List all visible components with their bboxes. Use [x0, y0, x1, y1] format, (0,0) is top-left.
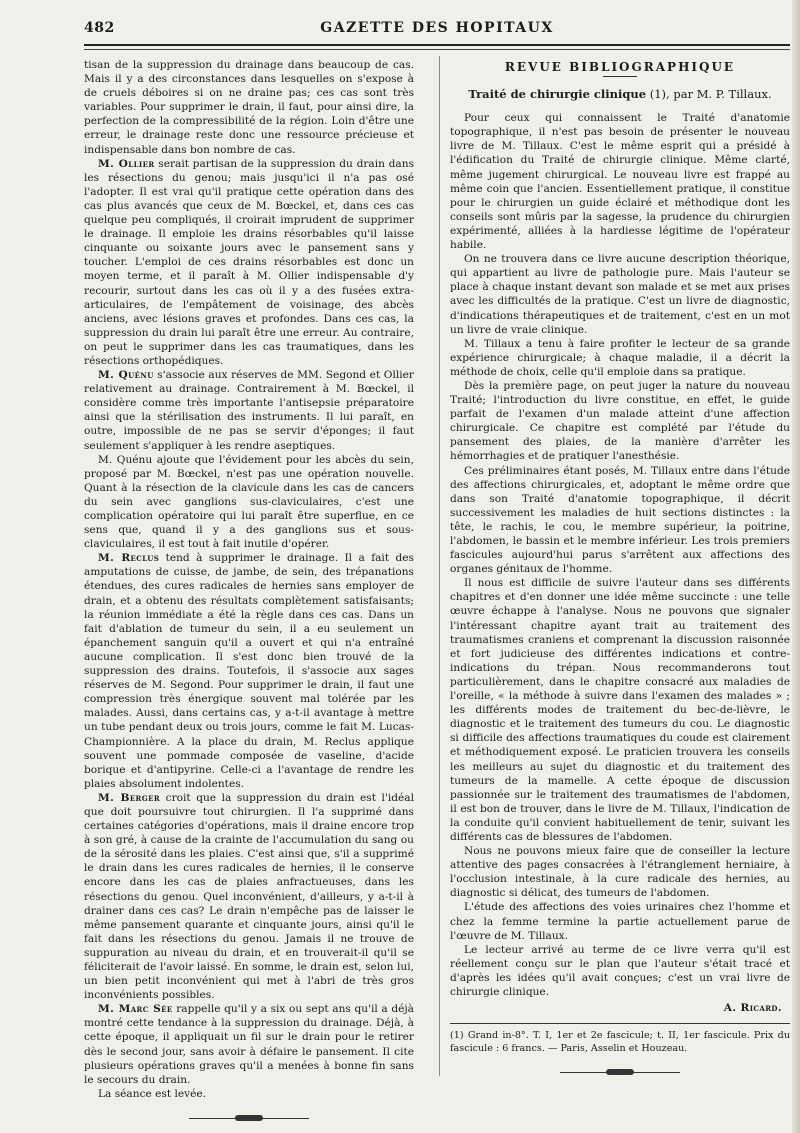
title-rule [603, 76, 637, 77]
paragraph: Il nous est difficile de suivre l'auteur dans ses différents chapitres et d'en donner une idée même succincte : une telle œuvre échappe à l'analyse. Nous ne pouvons que signaler l'intéressant chapitre ayant trait au traitement des traumatismes craniens et comprenant la discussion raisonnée et fort judicieuse des différentes indications et contre-indications du trépan. Nous recommanderons tout particulièrement, dans le chapitre consacré aux maladies de l'oreille, « la méthode à suivre dans l'examen des malades » ; les différents modes de traitement du bec-de-lièvre, le diagnostic et le traitement des tumeurs du cou. Le diagnostic si difficile des affections traumatiques du coude est clairement et méthodiquement exposé. Le praticien trouvera les conseils les meilleurs au sujet du diagnostic et du traitement des tumeurs de la mamelle. A cette époque de discussion passionnée sur le traitement des traumatismes de l'abdomen, il est bon de trouver, dans le livre de M. Tillaux, l'indication de la conduite qu'il convient habituellement de tenir, suivant les différents cas de blessures de l'abdomen. [450, 577, 790, 843]
end-ornament [189, 1115, 309, 1123]
paragraph: L'étude des affections des voies urinaires chez l'homme et chez la femme termine la partie actuellement parue de l'œuvre de M. Tillaux. [450, 901, 790, 942]
section-title: REVUE BIBLIOGRAPHIQUE [504, 60, 736, 74]
book-title: Traité de chirurgie clinique (1), par M. P. Tillaux. [468, 87, 772, 102]
speaker-name: M. Reclus [98, 552, 160, 565]
paragraph: Dès la première page, on peut juger la nature du nouveau Traité; l'introduction du livre constitue, en effet, le guide parfait de l'examen d'un malade atteint d'une affection chirurgicale. Ce chapitre est complété par l'étude du pansement des plaies, de la manière d'arrêter les hémorrhagies et de pratiquer l'anesthésie. [450, 379, 790, 463]
paragraph: tisan de la suppression du drainage dans beaucoup de cas. Mais il y a des circonstances dans lesquelles on s'expose à de cruels déboires si on ne draine pas; ces cas sont très variables. Pour supprimer le drain, il faut, pour ainsi dire, la perfection de la compressibilité de la région. Loin d'être une erreur, le drainage reste donc une ressource précieuse et indispensable dans bon nombre de cas. [84, 59, 414, 156]
closing-line: La séance est levée. [98, 1087, 207, 1100]
author-signature: A. Ricard. [723, 1002, 782, 1015]
paragraph: M. Reclus tend à supprimer le drainage. Il a fait des amputations de cuisse, de jambe, de sein, des trépanations étendues, des cures radicales de hernies sans employer de drain, et a obtenu des résultats complètement satisfaisants; la réunion immédiate a été la règle dans ces cas. Dans un fait d'ablation de tumeur du sein, il a eu seulement un épanchement sanguin qu'il a ouvert et qui n'a entraîné aucune complication. Il s'est donc bien trouvé de la suppression des drains. Toutefois, il s'associe aux sages réserves de M. Segond. Pour supprimer le drain, il faut une compression très énergique souvent mal tolérée par les malades. Aussi, dans certains cas, y a-t-il avantage à mettre un tube pendant deux ou trois jours, comme le fait M. Lucas-Championnière. A la place du drain, M. Reclus applique souvent une pommade composée de vaseline, d'acide borique et d'antipyrine. Celle-ci a l'avantage de rendre les plaies absolument indolentes. [84, 552, 414, 790]
left-column [84, 58, 414, 1123]
paragraph: M. Ollier serait partisan de la suppression du drain dans les résections du genou; mais jusqu'ici il n'a pas osé l'adopter. Il est vrai qu'il pratique cette opération dans des cas plus avancés que ceux de M. Bœckel, et, dans ces cas quelque peu compliqués, il croirait imprudent de supprimer le drainage. Il emploie les drains résorbables qu'il laisse cinquante ou soixante jours avec le pansement sans y toucher. L'emploi de ces drains résorbables est donc un moyen terme, et il paraît à M. Ollier indispensable d'y recourir, surtout dans les cas où il y a des fusées extra-articulaires, de l'empâtement de voisinage, des abcès anciens, avec lésions graves et profondes. Dans ces cas, la suppression du drain lui paraît être une erreur. Au contraire, on peut le supprimer dans les cas traumatiques, dans les résections orthopédiques. [84, 157, 415, 367]
right-column [450, 58, 790, 1077]
end-ornament [560, 1069, 680, 1077]
paragraph: M. Marc Sée rappelle qu'il y a six ou sept ans qu'il a déjà montré cette tendance à la suppression du drainage. Déjà, à cette époque, il appliquait un fil sur le drain pour le retirer dès le second jour, sans avoir à défaire le pansement. Il cite plusieurs opérations graves qu'il a menées à bonne fin sans le secours du drain. [84, 1003, 414, 1086]
paragraph: M. Quénu s'associe aux réserves de MM. Segond et Ollier relativement au drainage. Contrairement à M. Bœckel, il considère comme très importante l'antisepsie préparatoire ainsi que la stérilisation des instruments. Il lui paraît, en outre, impossible de ne pas se servir d'éponges; il faut seulement s'appliquer à les rendre aseptiques. [84, 369, 414, 452]
speaker-name: M. Berger [98, 791, 161, 804]
page-number: 482 [84, 20, 115, 36]
page-header [84, 18, 790, 42]
paragraph: Pour ceux qui connaissent le Traité d'anatomie topographique, il n'est pas besoin de présenter le nouveau livre de M. Tillaux. C'est le même esprit qui a présidé à l'édification du Traité de chirurgie clinique. Même clarté, même jugement chirurgical. Le nouveau livre est frappé au même coin que l'ancien. Essentiellement pratique, il constitue pour le chirurgien un guide éclairé et méthodique dont les conseils sont mûris par la sagesse, la prudence du chirurgien expérimenté, alliées à la hardiesse légitime de l'opérateur habile. [450, 112, 790, 252]
footnote: (1) Grand in-8°. T. I, 1er et 2e fascicule; t. II, 1er fascicule. Prix du fascicule : 6 francs. — Paris, Asselin et Houzeau. [450, 1030, 790, 1054]
speaker-name: M. Quénu [98, 369, 154, 382]
header-rule-secondary [84, 49, 790, 50]
paragraph: Le lecteur arrivé au terme de ce livre verra qu'il est réellement conçu sur le plan que l'auteur s'était tracé et d'après les idées qu'il avait conçues; c'est un vrai livre de chirurgie clinique. [450, 943, 790, 998]
column-divider [439, 56, 440, 1076]
paragraph: Nous ne pouvons mieux faire que de conseiller la lecture attentive des pages consacrées à l'étranglement herniaire, à l'occlusion intestinale, à la cure radicale des hernies, au diagnostic si délicat, des tumeurs de l'abdomen. [450, 845, 790, 900]
paragraph: M. Tillaux a tenu à faire profiter le lecteur de sa grande expérience chirurgicale; à chaque maladie, il a décrit la méthode de choix, celle qu'il emploie dans sa pratique. [450, 337, 790, 378]
speaker-name: M. Ollier [98, 157, 155, 170]
paragraph: On ne trouvera dans ce livre aucune description théorique, qui appartient au livre de pathologie pure. Mais l'auteur se place à chaque instant devant son malade et se met aux prises avec les difficultés de la pratique. C'est un livre de diagnostic, d'indications thérapeutiques et de traitement, c'est en un mot un livre de vraie clinique. [450, 253, 790, 336]
journal-title: GAZETTE DES HOPITAUX [320, 20, 554, 36]
page-edge-shadow [792, 0, 800, 1133]
paragraph: M. Berger croit que la suppression du drain est l'idéal que doit poursuivre tout chirurgien. Il l'a supprimé dans certaines catégories d'opérations, mais il draine encore trop à son gré, à cause de la crainte de l'accumulation du sang ou de la sérosité dans les plaies. C'est ainsi que, s'il a supprimé le drain dans les cures radicales de hernies, il le conserve encore dans les cas de plaies anfractueuses, dans les résections du genou. Quel inconvénient, d'ailleurs, y a-t-il à drainer dans ces cas? Le drain n'empêche pas de laisser le même pansement quarante et cinquante jours, ainsi qu'il le fait dans les résections du genou. Jamais il ne trouve de suppuration au niveau du drain, et en trouverait-il qu'il se féliciterait de l'avoir laissé. En somme, le drain est, selon lui, un bien petit inconvénient qui met à l'abri de très gros inconvénients possibles. [84, 791, 414, 1002]
footnote-rule [450, 1023, 790, 1024]
paragraph: M. Quénu ajoute que l'évidement pour les abcès du sein, proposé par M. Bœckel, n'est pas une opération nouvelle. Quant à la résection de la clavicule dans les cas de cancers du sein avec ganglions sus-claviculaires, c'est une complication opératoire qui lui paraît être superflue, en ce sens que, quand il y a des ganglions sus et sous-claviculaires, il est tout à fait inutile d'opérer. [84, 453, 414, 551]
header-rule [84, 44, 790, 46]
speaker-name: M. Marc Sée [98, 1003, 173, 1016]
paragraph: Ces préliminaires étant posés, M. Tillaux entre dans l'étude des affections chirurgicales, et, adoptant le même ordre que dans son Traité d'anatomie topographique, il décrit successivement les maladies de huit sections distinctes : la tête, le rachis, le cou, le membre supérieur, la poitrine, l'abdomen, le bassin et le membre inférieur. Les trois premiers fascicules aujourd'hui parus s'arrêtent aux affections des organes génitaux de l'homme. [450, 464, 790, 576]
